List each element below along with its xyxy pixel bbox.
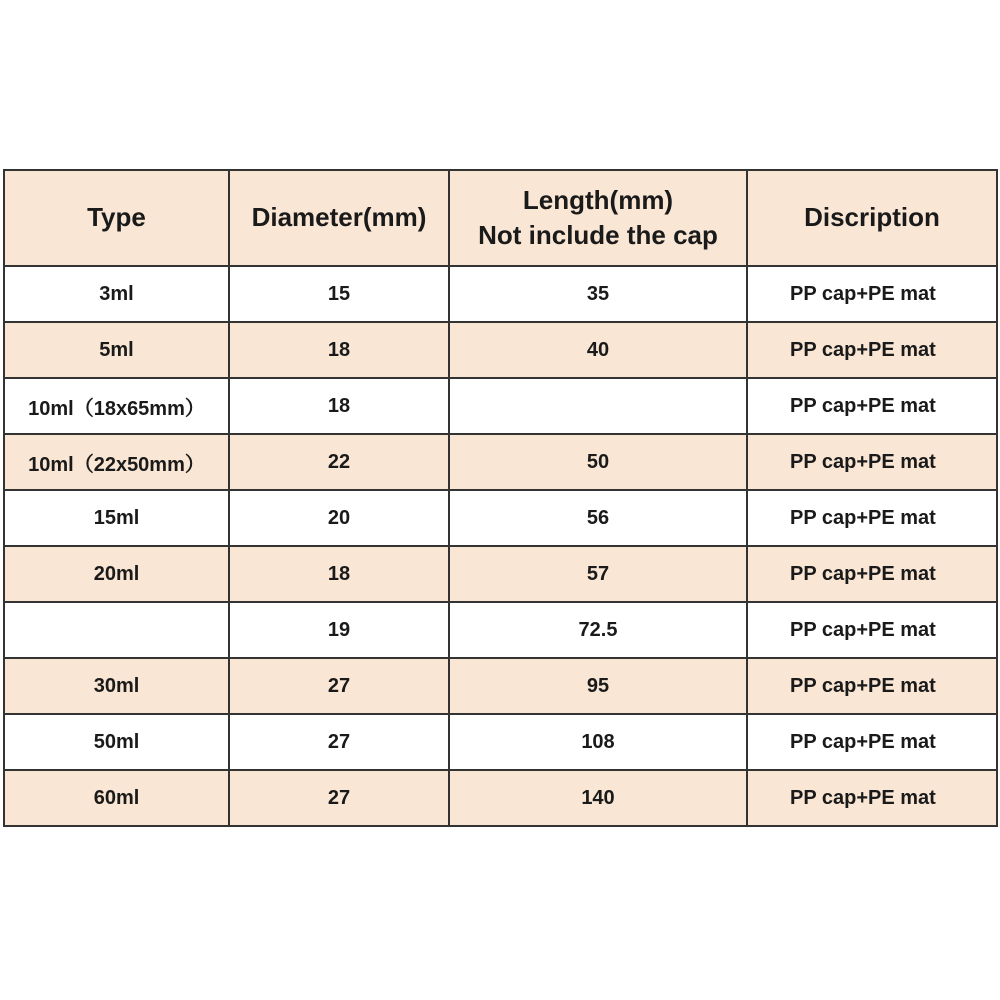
cell-description: PP cap+PE mat xyxy=(747,266,997,322)
header-length-line1: Length(mm) xyxy=(522,184,674,215)
cell-length: 35 xyxy=(449,266,747,322)
header-description: Discription xyxy=(747,170,997,266)
cell-description: PP cap+PE mat xyxy=(747,546,997,602)
cell-description: PP cap+PE mat xyxy=(747,378,997,434)
cell-description: PP cap+PE mat xyxy=(747,714,997,770)
cell-type: 50ml xyxy=(4,714,229,770)
table-row xyxy=(4,658,997,714)
cell-diameter: 20 xyxy=(229,490,449,546)
table-row xyxy=(4,378,997,434)
cell-diameter: 27 xyxy=(229,714,449,770)
table-row xyxy=(4,490,997,546)
cell-diameter: 19 xyxy=(229,602,449,658)
table-row xyxy=(4,714,997,770)
cell-type: 5ml xyxy=(4,322,229,378)
cell-diameter: 18 xyxy=(229,322,449,378)
table-row xyxy=(4,602,997,658)
cell-description: PP cap+PE mat xyxy=(747,434,997,490)
cell-description: PP cap+PE mat xyxy=(747,490,997,546)
cell-length: 95 xyxy=(449,658,747,714)
cell-type: 60ml xyxy=(4,770,229,826)
cell-description: PP cap+PE mat xyxy=(747,658,997,714)
cell-type xyxy=(4,602,229,658)
header-type: Type xyxy=(4,170,229,266)
header-row xyxy=(4,170,997,266)
table-row xyxy=(4,546,997,602)
cell-length: 56 xyxy=(449,490,747,546)
table-row xyxy=(4,434,997,490)
cell-description: PP cap+PE mat xyxy=(747,770,997,826)
cell-diameter: 27 xyxy=(229,770,449,826)
cell-length: 50 xyxy=(449,434,747,490)
cell-length: 40 xyxy=(449,322,747,378)
cell-type: 3ml xyxy=(4,266,229,322)
header-length-line2: Not include the cap xyxy=(478,220,718,250)
table-row xyxy=(4,266,997,322)
spec-table xyxy=(3,169,998,827)
cell-description: PP cap+PE mat xyxy=(747,322,997,378)
cell-length: 72.5 xyxy=(449,602,747,658)
cell-diameter: 15 xyxy=(229,266,449,322)
cell-length: 57 xyxy=(449,546,747,602)
cell-type: 10ml（22x50mm） xyxy=(4,434,229,490)
table-row xyxy=(4,770,997,826)
cell-type: 15ml xyxy=(4,490,229,546)
cell-type: 30ml xyxy=(4,658,229,714)
header-diameter: Diameter(mm) xyxy=(229,170,449,266)
cell-diameter: 27 xyxy=(229,658,449,714)
cell-diameter: 22 xyxy=(229,434,449,490)
header-length xyxy=(449,170,747,266)
cell-length: 108 xyxy=(449,714,747,770)
cell-type: 20ml xyxy=(4,546,229,602)
table-row xyxy=(4,322,997,378)
cell-diameter: 18 xyxy=(229,546,449,602)
cell-length xyxy=(449,378,747,434)
cell-length: 140 xyxy=(449,770,747,826)
cell-description: PP cap+PE mat xyxy=(747,602,997,658)
cell-diameter: 18 xyxy=(229,378,449,434)
cell-type: 10ml（18x65mm） xyxy=(4,378,229,434)
